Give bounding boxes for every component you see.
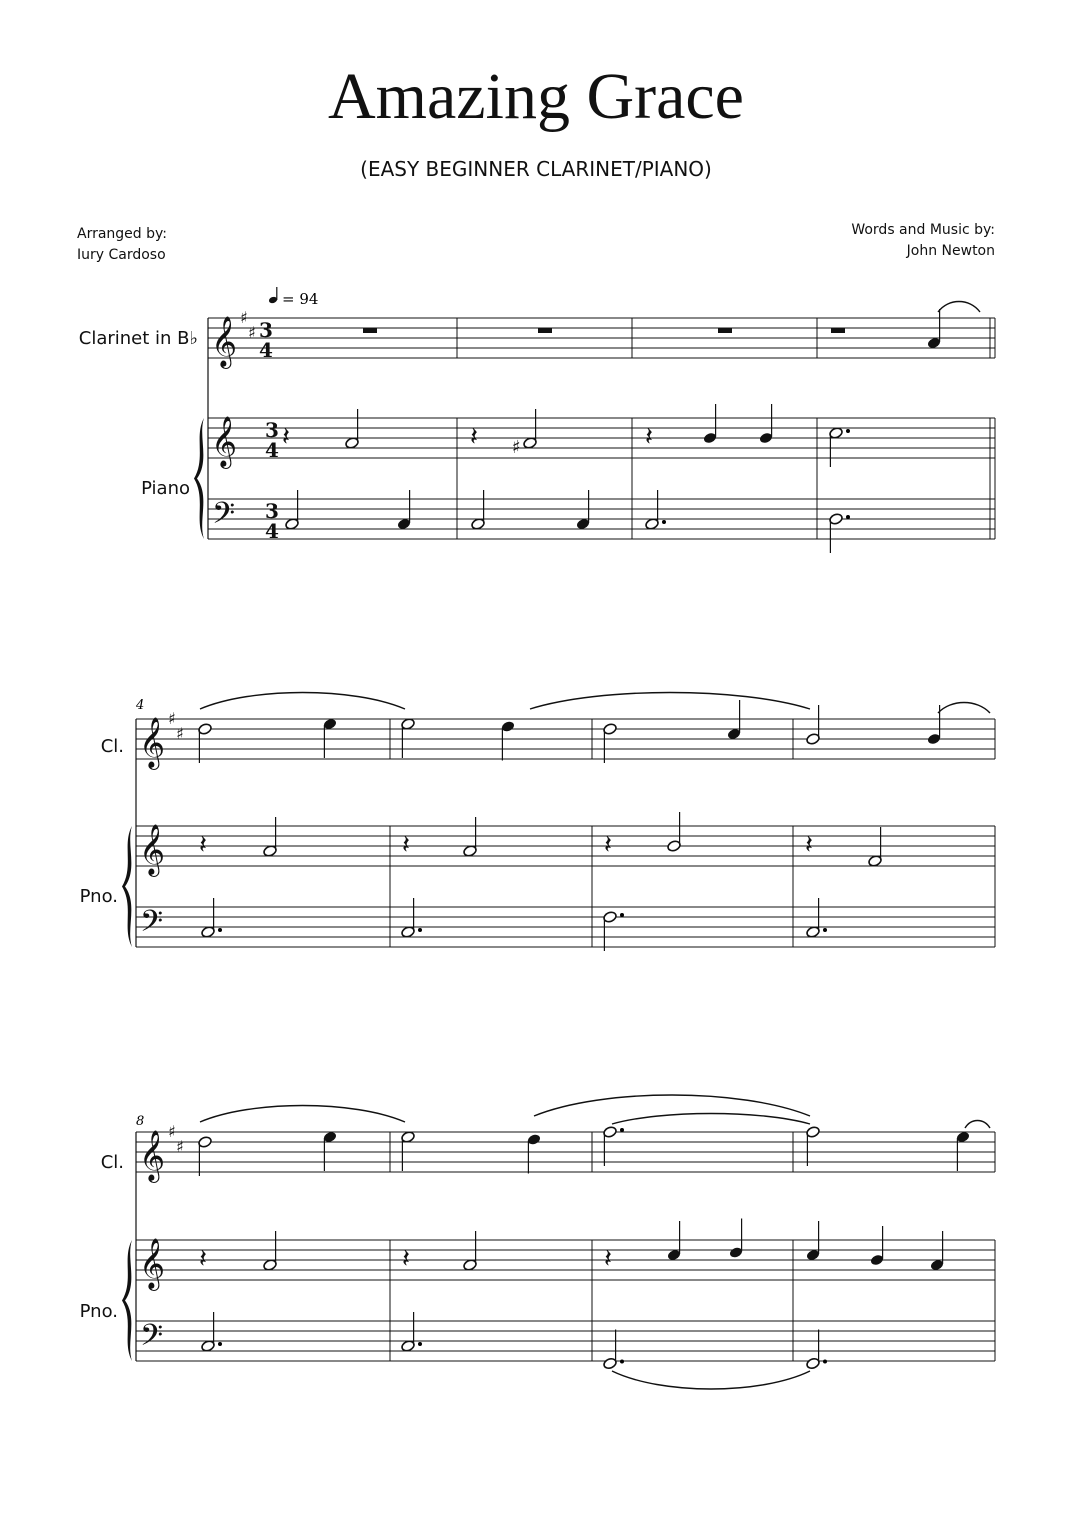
- treble-clef-icon: 𝄞: [139, 1238, 166, 1289]
- quarter-rest-icon: 𝄽: [805, 830, 813, 860]
- slur: [612, 1371, 810, 1389]
- sharp-icon: ♯: [176, 1137, 184, 1156]
- clarinet-staff: [208, 318, 995, 358]
- quarter-rest-icon: 𝄽: [199, 1244, 207, 1274]
- dot: [620, 1128, 624, 1132]
- dot: [823, 1360, 827, 1364]
- dot: [823, 928, 827, 932]
- measure-rest: [363, 328, 377, 333]
- notes-layer: [198, 302, 990, 1390]
- dot: [218, 928, 222, 932]
- time-signature: 4: [259, 338, 273, 362]
- slur: [200, 1106, 405, 1123]
- slur: [534, 1095, 810, 1116]
- clarinet-short-label-system-3: Cl.: [100, 1152, 124, 1173]
- sharp-icon: ♯: [240, 308, 248, 327]
- measure-rest: [831, 328, 845, 333]
- arranger-label: Arranged by:: [77, 226, 168, 242]
- treble-clef-icon: 𝄞: [139, 717, 166, 768]
- piano-treble-staff: [136, 1240, 995, 1280]
- bass-clef-icon: 𝄢: [140, 905, 164, 946]
- piano-brace: [194, 418, 204, 539]
- composer-label: Words and Music by:: [851, 222, 995, 238]
- time-signature: 3: [259, 318, 273, 342]
- quarter-rest-icon: 𝄽: [470, 422, 478, 452]
- dot: [846, 429, 850, 433]
- measure-number-8: 8: [136, 1114, 145, 1129]
- treble-clef-icon: 𝄞: [211, 416, 238, 467]
- arranger-name: Iury Cardoso: [77, 247, 166, 263]
- quarter-rest-icon: 𝄽: [199, 830, 207, 860]
- quarter-rest-icon: 𝄽: [402, 830, 410, 860]
- clarinet-instrument-label: Clarinet in B♭: [78, 328, 198, 349]
- treble-clef-icon: 𝄞: [139, 824, 166, 875]
- time-signature: 4: [265, 438, 279, 462]
- piano-short-label-system-2: Pno.: [79, 886, 118, 907]
- measure-number-4: 4: [136, 698, 145, 713]
- piano-brace: [122, 1240, 132, 1361]
- piano-instrument-label: Piano: [141, 478, 190, 499]
- clarinet-short-label-system-2: Cl.: [100, 736, 124, 757]
- bass-clef-icon: 𝄢: [212, 497, 236, 538]
- slur: [200, 693, 405, 710]
- piano-bass-staff: [136, 1321, 995, 1361]
- tempo-value: = 94: [282, 290, 319, 308]
- slur: [938, 703, 990, 714]
- quarter-rest-icon: 𝄽: [282, 422, 290, 452]
- sharp-icon: ♯: [248, 323, 256, 342]
- treble-clef-icon: 𝄞: [211, 316, 238, 367]
- slur: [612, 1114, 810, 1125]
- quarter-rest-icon: 𝄽: [604, 1244, 612, 1274]
- sharp-icon: ♯: [512, 437, 521, 458]
- score-subtitle: (EASY BEGINNER CLARINET/PIANO): [360, 157, 712, 181]
- piano-short-label-system-3: Pno.: [79, 1301, 118, 1322]
- sharp-icon: ♯: [176, 724, 184, 743]
- clarinet-staff: [136, 719, 995, 759]
- score-title: Amazing Grace: [328, 60, 744, 133]
- dot: [418, 1342, 422, 1346]
- dot: [620, 1360, 624, 1364]
- treble-clef-icon: 𝄞: [139, 1130, 166, 1181]
- tempo-marking: [268, 287, 318, 308]
- dot: [846, 515, 850, 519]
- dot: [418, 928, 422, 932]
- piano-bass-staff: [136, 907, 995, 947]
- piano-treble-staff: [208, 418, 995, 458]
- dot: [620, 913, 624, 917]
- dot: [662, 520, 666, 524]
- quarter-rest-icon: 𝄽: [402, 1244, 410, 1274]
- measure-rest: [538, 328, 552, 333]
- time-signature: 4: [265, 519, 279, 543]
- quarter-rest-icon: 𝄽: [645, 422, 653, 452]
- piano-brace: [122, 826, 132, 947]
- time-signature: 3: [265, 499, 279, 523]
- quarter-rest-icon: 𝄽: [604, 830, 612, 860]
- dot: [218, 1342, 222, 1346]
- slur: [530, 693, 810, 710]
- time-signature: 3: [265, 418, 279, 442]
- piano-bass-staff: [208, 499, 995, 539]
- slur: [938, 302, 980, 313]
- sharp-icon: ♯: [168, 709, 176, 728]
- sharp-icon: ♯: [168, 1122, 176, 1141]
- composer-name: John Newton: [906, 243, 995, 259]
- staves-layer: [122, 308, 995, 1361]
- clarinet-staff: [136, 1132, 995, 1172]
- measure-rest: [718, 328, 732, 333]
- piano-treble-staff: [136, 826, 995, 866]
- slur: [965, 1121, 990, 1129]
- bass-clef-icon: 𝄢: [140, 1319, 164, 1360]
